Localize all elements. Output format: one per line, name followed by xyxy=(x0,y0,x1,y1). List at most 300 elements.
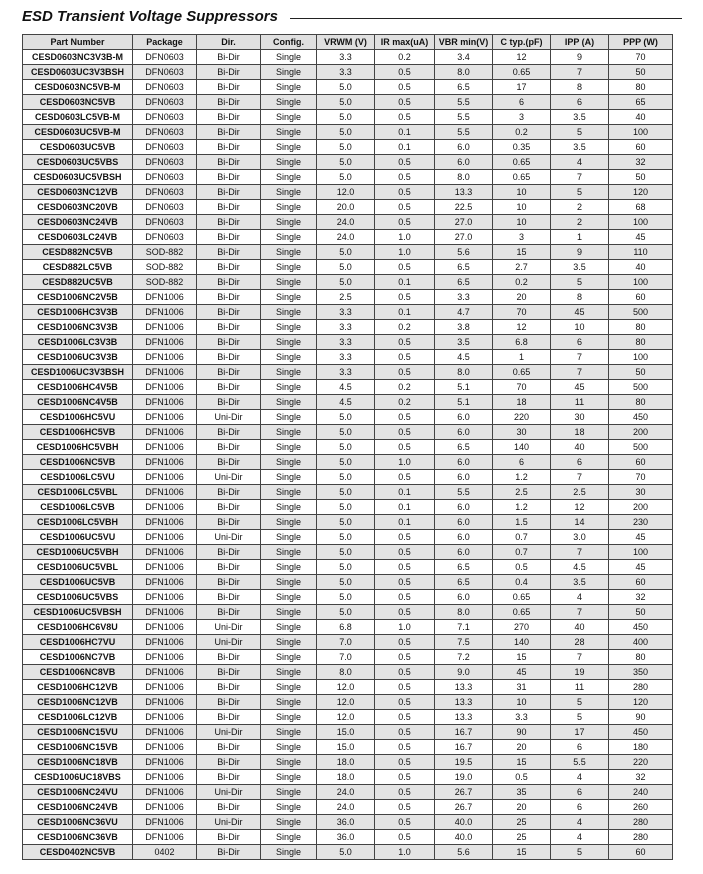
ipp-cell: 7 xyxy=(551,350,609,365)
config-cell: Single xyxy=(261,515,317,530)
config-cell: Single xyxy=(261,215,317,230)
package-cell: DFN0603 xyxy=(133,215,197,230)
ppp-cell: 280 xyxy=(609,815,673,830)
table-row xyxy=(23,590,673,605)
table-row xyxy=(23,800,673,815)
package-cell: DFN1006 xyxy=(133,455,197,470)
table-row xyxy=(23,140,673,155)
table-row xyxy=(23,665,673,680)
ir-max-cell: 0.5 xyxy=(375,95,435,110)
title-rule xyxy=(290,18,682,19)
c-typ-cell: 20 xyxy=(493,740,551,755)
part-number-cell: CESD1006HC7VU xyxy=(23,635,133,650)
vbr-min-cell: 16.7 xyxy=(435,740,493,755)
ipp-cell: 7 xyxy=(551,605,609,620)
ppp-cell: 100 xyxy=(609,545,673,560)
part-number-cell: CESD1006LC3V3B xyxy=(23,335,133,350)
vrwm-cell: 5.0 xyxy=(317,275,375,290)
ipp-cell: 7 xyxy=(551,365,609,380)
config-cell: Single xyxy=(261,110,317,125)
table-row xyxy=(23,785,673,800)
ppp-cell: 350 xyxy=(609,665,673,680)
vrwm-cell: 3.3 xyxy=(317,50,375,65)
part-number-cell: CESD1006HC12VB xyxy=(23,680,133,695)
package-cell: DFN1006 xyxy=(133,305,197,320)
config-cell: Single xyxy=(261,620,317,635)
ir-max-cell: 0.5 xyxy=(375,260,435,275)
ppp-cell: 60 xyxy=(609,455,673,470)
column-header-part-number: Part Number xyxy=(23,35,133,50)
direction-cell: Bi-Dir xyxy=(197,50,261,65)
vrwm-cell: 5.0 xyxy=(317,845,375,860)
title-bar xyxy=(22,6,682,30)
config-cell: Single xyxy=(261,350,317,365)
config-cell: Single xyxy=(261,755,317,770)
direction-cell: Bi-Dir xyxy=(197,485,261,500)
ir-max-cell: 0.5 xyxy=(375,530,435,545)
ir-max-cell: 0.5 xyxy=(375,545,435,560)
table-row xyxy=(23,125,673,140)
direction-cell: Uni-Dir xyxy=(197,725,261,740)
table-row xyxy=(23,65,673,80)
ipp-cell: 4 xyxy=(551,155,609,170)
ppp-cell: 200 xyxy=(609,500,673,515)
part-number-cell: CESD1006UC3V3BSH xyxy=(23,365,133,380)
ipp-cell: 4 xyxy=(551,770,609,785)
vbr-min-cell: 6.5 xyxy=(435,260,493,275)
part-number-cell: CESD1006HC5VU xyxy=(23,410,133,425)
package-cell: DFN1006 xyxy=(133,635,197,650)
package-cell: DFN1006 xyxy=(133,725,197,740)
ir-max-cell: 0.2 xyxy=(375,395,435,410)
vrwm-cell: 5.0 xyxy=(317,260,375,275)
ir-max-cell: 0.5 xyxy=(375,110,435,125)
ir-max-cell: 0.5 xyxy=(375,215,435,230)
c-typ-cell: 0.65 xyxy=(493,65,551,80)
vrwm-cell: 5.0 xyxy=(317,245,375,260)
vbr-min-cell: 6.0 xyxy=(435,470,493,485)
vbr-min-cell: 16.7 xyxy=(435,725,493,740)
direction-cell: Bi-Dir xyxy=(197,320,261,335)
config-cell: Single xyxy=(261,245,317,260)
package-cell: DFN1006 xyxy=(133,515,197,530)
direction-cell: Bi-Dir xyxy=(197,230,261,245)
vrwm-cell: 24.0 xyxy=(317,785,375,800)
package-cell: DFN1006 xyxy=(133,440,197,455)
ipp-cell: 2 xyxy=(551,200,609,215)
package-cell: DFN0603 xyxy=(133,65,197,80)
c-typ-cell: 31 xyxy=(493,680,551,695)
direction-cell: Bi-Dir xyxy=(197,185,261,200)
vbr-min-cell: 6.0 xyxy=(435,500,493,515)
vrwm-cell: 3.3 xyxy=(317,320,375,335)
part-number-cell: CESD1006HC5VBH xyxy=(23,440,133,455)
config-cell: Single xyxy=(261,800,317,815)
c-typ-cell: 270 xyxy=(493,620,551,635)
ipp-cell: 5 xyxy=(551,695,609,710)
config-cell: Single xyxy=(261,335,317,350)
c-typ-cell: 0.5 xyxy=(493,770,551,785)
ppp-cell: 230 xyxy=(609,515,673,530)
c-typ-cell: 220 xyxy=(493,410,551,425)
ipp-cell: 10 xyxy=(551,320,609,335)
direction-cell: Bi-Dir xyxy=(197,770,261,785)
package-cell: DFN1006 xyxy=(133,650,197,665)
direction-cell: Bi-Dir xyxy=(197,350,261,365)
part-number-cell: CESD1006NC4V5B xyxy=(23,395,133,410)
table-row xyxy=(23,575,673,590)
config-cell: Single xyxy=(261,455,317,470)
vbr-min-cell: 5.1 xyxy=(435,395,493,410)
c-typ-cell: 15 xyxy=(493,845,551,860)
vrwm-cell: 12.0 xyxy=(317,680,375,695)
package-cell: DFN0603 xyxy=(133,80,197,95)
c-typ-cell: 3 xyxy=(493,110,551,125)
part-number-cell: CESD1006NC36VB xyxy=(23,830,133,845)
part-number-cell: CESD1006NC5VB xyxy=(23,455,133,470)
vbr-min-cell: 26.7 xyxy=(435,785,493,800)
direction-cell: Bi-Dir xyxy=(197,515,261,530)
ipp-cell: 5 xyxy=(551,710,609,725)
c-typ-cell: 0.65 xyxy=(493,365,551,380)
vbr-min-cell: 5.6 xyxy=(435,245,493,260)
vrwm-cell: 5.0 xyxy=(317,500,375,515)
ipp-cell: 12 xyxy=(551,500,609,515)
c-typ-cell: 0.4 xyxy=(493,575,551,590)
column-header-vbr-min: VBR min(V) xyxy=(435,35,493,50)
ipp-cell: 5 xyxy=(551,275,609,290)
package-cell: DFN1006 xyxy=(133,740,197,755)
config-cell: Single xyxy=(261,95,317,110)
ipp-cell: 4 xyxy=(551,830,609,845)
c-typ-cell: 0.2 xyxy=(493,275,551,290)
ipp-cell: 40 xyxy=(551,620,609,635)
c-typ-cell: 20 xyxy=(493,290,551,305)
ipp-cell: 28 xyxy=(551,635,609,650)
config-cell: Single xyxy=(261,500,317,515)
column-header-ipp: IPP (A) xyxy=(551,35,609,50)
direction-cell: Bi-Dir xyxy=(197,125,261,140)
direction-cell: Bi-Dir xyxy=(197,455,261,470)
c-typ-cell: 10 xyxy=(493,215,551,230)
direction-cell: Uni-Dir xyxy=(197,470,261,485)
ppp-cell: 120 xyxy=(609,185,673,200)
table-row xyxy=(23,155,673,170)
ppp-cell: 80 xyxy=(609,335,673,350)
ipp-cell: 11 xyxy=(551,680,609,695)
table-row xyxy=(23,560,673,575)
ipp-cell: 2 xyxy=(551,215,609,230)
vrwm-cell: 5.0 xyxy=(317,470,375,485)
table-row xyxy=(23,845,673,860)
ir-max-cell: 0.5 xyxy=(375,350,435,365)
ir-max-cell: 0.1 xyxy=(375,125,435,140)
vbr-min-cell: 5.5 xyxy=(435,110,493,125)
table-row xyxy=(23,275,673,290)
package-cell: DFN1006 xyxy=(133,605,197,620)
ir-max-cell: 0.5 xyxy=(375,470,435,485)
ir-max-cell: 0.5 xyxy=(375,680,435,695)
ppp-cell: 100 xyxy=(609,215,673,230)
ppp-cell: 500 xyxy=(609,440,673,455)
ppp-cell: 50 xyxy=(609,65,673,80)
vbr-min-cell: 6.0 xyxy=(435,455,493,470)
part-number-cell: CESD1006UC18VBS xyxy=(23,770,133,785)
c-typ-cell: 70 xyxy=(493,305,551,320)
vrwm-cell: 6.8 xyxy=(317,620,375,635)
ipp-cell: 7 xyxy=(551,470,609,485)
package-cell: DFN1006 xyxy=(133,530,197,545)
vbr-min-cell: 3.4 xyxy=(435,50,493,65)
part-number-cell: CESD1006NC24VB xyxy=(23,800,133,815)
ir-max-cell: 0.5 xyxy=(375,605,435,620)
direction-cell: Bi-Dir xyxy=(197,500,261,515)
package-cell: DFN0603 xyxy=(133,95,197,110)
ppp-cell: 32 xyxy=(609,155,673,170)
direction-cell: Bi-Dir xyxy=(197,245,261,260)
config-cell: Single xyxy=(261,845,317,860)
vbr-min-cell: 19.5 xyxy=(435,755,493,770)
table-row xyxy=(23,770,673,785)
config-cell: Single xyxy=(261,470,317,485)
vbr-min-cell: 5.1 xyxy=(435,380,493,395)
config-cell: Single xyxy=(261,695,317,710)
package-cell: DFN0603 xyxy=(133,140,197,155)
ir-max-cell: 0.5 xyxy=(375,815,435,830)
vbr-min-cell: 8.0 xyxy=(435,605,493,620)
ir-max-cell: 0.5 xyxy=(375,410,435,425)
ppp-cell: 80 xyxy=(609,320,673,335)
ppp-cell: 450 xyxy=(609,725,673,740)
column-header-vrwm: VRWM (V) xyxy=(317,35,375,50)
package-cell: DFN1006 xyxy=(133,350,197,365)
ir-max-cell: 0.5 xyxy=(375,200,435,215)
ir-max-cell: 0.5 xyxy=(375,65,435,80)
header-row xyxy=(23,35,673,50)
package-cell: DFN1006 xyxy=(133,365,197,380)
ppp-cell: 60 xyxy=(609,845,673,860)
ir-max-cell: 0.2 xyxy=(375,50,435,65)
ppp-cell: 40 xyxy=(609,110,673,125)
vrwm-cell: 3.3 xyxy=(317,365,375,380)
config-cell: Single xyxy=(261,590,317,605)
part-number-cell: CESD1006UC5VBS xyxy=(23,590,133,605)
part-number-cell: CESD1006NC12VB xyxy=(23,695,133,710)
table-row xyxy=(23,485,673,500)
config-cell: Single xyxy=(261,560,317,575)
part-number-cell: CESD1006NC15VU xyxy=(23,725,133,740)
part-number-cell: CESD1006HC3V3B xyxy=(23,305,133,320)
vrwm-cell: 5.0 xyxy=(317,455,375,470)
direction-cell: Bi-Dir xyxy=(197,650,261,665)
ir-max-cell: 0.5 xyxy=(375,800,435,815)
ppp-cell: 45 xyxy=(609,230,673,245)
direction-cell: Bi-Dir xyxy=(197,95,261,110)
ipp-cell: 6 xyxy=(551,800,609,815)
direction-cell: Bi-Dir xyxy=(197,680,261,695)
vrwm-cell: 5.0 xyxy=(317,155,375,170)
table-row xyxy=(23,350,673,365)
package-cell: DFN1006 xyxy=(133,785,197,800)
vbr-min-cell: 19.0 xyxy=(435,770,493,785)
c-typ-cell: 10 xyxy=(493,200,551,215)
ir-max-cell: 0.5 xyxy=(375,635,435,650)
ipp-cell: 3.5 xyxy=(551,575,609,590)
config-cell: Single xyxy=(261,320,317,335)
part-number-cell: CESD1006UC5VB xyxy=(23,575,133,590)
part-number-cell: CESD1006UC5VBL xyxy=(23,560,133,575)
vrwm-cell: 5.0 xyxy=(317,110,375,125)
part-number-cell: CESD0603UC3V3BSH xyxy=(23,65,133,80)
vrwm-cell: 5.0 xyxy=(317,170,375,185)
package-cell: DFN0603 xyxy=(133,170,197,185)
vrwm-cell: 4.5 xyxy=(317,395,375,410)
table-row xyxy=(23,395,673,410)
c-typ-cell: 15 xyxy=(493,245,551,260)
ppp-cell: 60 xyxy=(609,290,673,305)
vbr-min-cell: 5.6 xyxy=(435,845,493,860)
vrwm-cell: 5.0 xyxy=(317,80,375,95)
part-number-cell: CESD1006NC7VB xyxy=(23,650,133,665)
column-header-ir-max: IR max(uA) xyxy=(375,35,435,50)
ppp-cell: 60 xyxy=(609,140,673,155)
table-row xyxy=(23,725,673,740)
ir-max-cell: 0.5 xyxy=(375,665,435,680)
c-typ-cell: 1 xyxy=(493,350,551,365)
vbr-min-cell: 40.0 xyxy=(435,830,493,845)
vrwm-cell: 7.0 xyxy=(317,635,375,650)
table-row xyxy=(23,515,673,530)
c-typ-cell: 0.65 xyxy=(493,155,551,170)
vbr-min-cell: 6.5 xyxy=(435,575,493,590)
c-typ-cell: 6.8 xyxy=(493,335,551,350)
package-cell: DFN1006 xyxy=(133,695,197,710)
package-cell: DFN1006 xyxy=(133,620,197,635)
vbr-min-cell: 9.0 xyxy=(435,665,493,680)
ppp-cell: 500 xyxy=(609,380,673,395)
direction-cell: Bi-Dir xyxy=(197,710,261,725)
direction-cell: Bi-Dir xyxy=(197,65,261,80)
config-cell: Single xyxy=(261,260,317,275)
ppp-cell: 80 xyxy=(609,650,673,665)
part-number-cell: CESD0603UC5VBSH xyxy=(23,170,133,185)
direction-cell: Bi-Dir xyxy=(197,800,261,815)
c-typ-cell: 17 xyxy=(493,80,551,95)
vbr-min-cell: 3.8 xyxy=(435,320,493,335)
direction-cell: Bi-Dir xyxy=(197,830,261,845)
table-row xyxy=(23,680,673,695)
direction-cell: Bi-Dir xyxy=(197,260,261,275)
ipp-cell: 3.5 xyxy=(551,140,609,155)
table-row xyxy=(23,260,673,275)
page-title: ESD Transient Voltage Suppressors xyxy=(22,8,278,25)
direction-cell: Bi-Dir xyxy=(197,425,261,440)
vrwm-cell: 36.0 xyxy=(317,815,375,830)
table-row xyxy=(23,245,673,260)
part-number-cell: CESD1006HC6V8U xyxy=(23,620,133,635)
vbr-min-cell: 6.0 xyxy=(435,530,493,545)
part-number-cell: CESD882NC5VB xyxy=(23,245,133,260)
package-cell: DFN1006 xyxy=(133,770,197,785)
ir-max-cell: 0.5 xyxy=(375,650,435,665)
ipp-cell: 3.0 xyxy=(551,530,609,545)
direction-cell: Bi-Dir xyxy=(197,275,261,290)
part-number-cell: CESD882UC5VB xyxy=(23,275,133,290)
ppp-cell: 180 xyxy=(609,740,673,755)
package-cell: DFN0603 xyxy=(133,230,197,245)
ppp-cell: 80 xyxy=(609,80,673,95)
part-number-cell: CESD1006UC5VBH xyxy=(23,545,133,560)
ir-max-cell: 0.1 xyxy=(375,485,435,500)
config-cell: Single xyxy=(261,815,317,830)
ipp-cell: 3.5 xyxy=(551,260,609,275)
package-cell: DFN1006 xyxy=(133,470,197,485)
vbr-min-cell: 4.5 xyxy=(435,350,493,365)
ir-max-cell: 0.5 xyxy=(375,740,435,755)
ir-max-cell: 0.2 xyxy=(375,380,435,395)
config-cell: Single xyxy=(261,170,317,185)
direction-cell: Bi-Dir xyxy=(197,605,261,620)
ipp-cell: 19 xyxy=(551,665,609,680)
c-typ-cell: 2.7 xyxy=(493,260,551,275)
ipp-cell: 7 xyxy=(551,170,609,185)
vrwm-cell: 8.0 xyxy=(317,665,375,680)
direction-cell: Bi-Dir xyxy=(197,215,261,230)
config-cell: Single xyxy=(261,50,317,65)
ppp-cell: 500 xyxy=(609,305,673,320)
ir-max-cell: 0.5 xyxy=(375,770,435,785)
ppp-cell: 68 xyxy=(609,200,673,215)
ppp-cell: 40 xyxy=(609,260,673,275)
config-cell: Single xyxy=(261,80,317,95)
package-cell: DFN1006 xyxy=(133,380,197,395)
direction-cell: Bi-Dir xyxy=(197,695,261,710)
vrwm-cell: 36.0 xyxy=(317,830,375,845)
table-row xyxy=(23,320,673,335)
ipp-cell: 5 xyxy=(551,185,609,200)
vrwm-cell: 4.5 xyxy=(317,380,375,395)
table-row xyxy=(23,635,673,650)
ppp-cell: 45 xyxy=(609,560,673,575)
package-cell: DFN1006 xyxy=(133,710,197,725)
vrwm-cell: 5.0 xyxy=(317,125,375,140)
config-cell: Single xyxy=(261,365,317,380)
c-typ-cell: 10 xyxy=(493,695,551,710)
part-number-cell: CESD0603NC3V3B-M xyxy=(23,50,133,65)
vbr-min-cell: 13.3 xyxy=(435,695,493,710)
c-typ-cell: 20 xyxy=(493,800,551,815)
c-typ-cell: 1.5 xyxy=(493,515,551,530)
config-cell: Single xyxy=(261,425,317,440)
config-cell: Single xyxy=(261,710,317,725)
vrwm-cell: 18.0 xyxy=(317,770,375,785)
table-row xyxy=(23,185,673,200)
table-row xyxy=(23,830,673,845)
ppp-cell: 450 xyxy=(609,410,673,425)
config-cell: Single xyxy=(261,665,317,680)
table-row xyxy=(23,545,673,560)
config-cell: Single xyxy=(261,140,317,155)
c-typ-cell: 140 xyxy=(493,440,551,455)
part-number-cell: CESD1006LC5VB xyxy=(23,500,133,515)
c-typ-cell: 2.5 xyxy=(493,485,551,500)
c-typ-cell: 0.35 xyxy=(493,140,551,155)
ir-max-cell: 0.5 xyxy=(375,590,435,605)
package-cell: DFN1006 xyxy=(133,500,197,515)
config-cell: Single xyxy=(261,305,317,320)
package-cell: DFN1006 xyxy=(133,320,197,335)
vrwm-cell: 3.3 xyxy=(317,65,375,80)
